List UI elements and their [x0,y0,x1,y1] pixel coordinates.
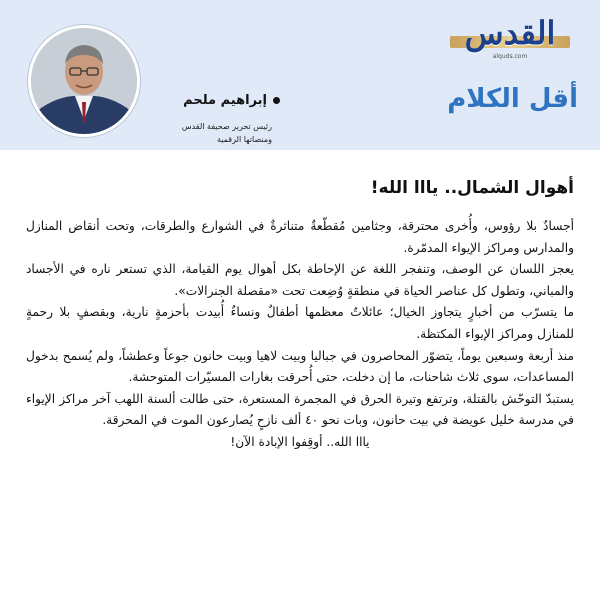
author-photo [28,25,140,137]
newspaper-logo[interactable] [446,10,574,62]
author-portrait-image [31,28,137,134]
article-paragraph: يستبدّ التوحّش بالقتلة، وترتفع وتيرة الحرق في المجمرة المستعرة، حتى طالت ألسنة اللهب آخر مراكز الإيواء في مدرسة خليل عويضة في بيت حانون، وبات نحو ٤٠ ألف نازحٍ يُصارعون الموت في المحرقة. [26,391,574,428]
author-role-line: ومنصاتها الرقمية [216,135,272,144]
article-header [0,0,600,150]
author-name: إبراهيم ملحم [183,93,267,108]
article-closing-line: يااا الله.. أوقِفوا الإبادة الآن! [230,434,370,449]
article-headline: أهوال الشمال.. يااا الله! [370,178,574,198]
column-title: أقل الكلام [447,84,578,114]
article-paragraph: يعجز اللسان عن الوصف، وتنفجر اللغة عن الإحاطة بكل أهوال يوم القيامة، الذي تستعر ناره في الأجساد والمباني، وتطول كل عناصر الحياة في منطقةٍ وُضِعت تحت «مقصلة الجنرالات». [26,262,574,298]
author-role-line: رئيس تحرير صحيفة القدس [181,122,272,131]
author-byline [160,93,280,108]
logo-text: القدس [464,14,556,52]
author-role [170,120,272,146]
article-body [26,178,574,454]
logo-subtitle: alquds.com [492,53,528,60]
article-paragraph: أجسادٌ بلا رؤوس، وأُخرى محترقة، وجثامين مُقطّعةٌ متناثرةٌ في الشوارع والطرقات، وتحت أنقاض المنازل والمدارس ومراكز الإيواء المدمّرة. [26,219,574,255]
bullet-icon [273,97,280,104]
article-paragraph: ما يتسرّب من أخبارٍ يتجاوز الخيال؛ عائلاتٌ معظمها أطفالٌ ونساءٌ أُبيدت بأحزمةٍ نارية، وبقصفٍ بلا رحمةٍ للمنازل ومراكز الإيواء المكتظة. [26,305,574,341]
article-paragraph: منذ أربعة وسبعين يوماً، يتضوّر المحاصرون في جباليا وبيت لاهيا وبيت حانون جوعاً وعطشاً، ولم يُسمح بدخول المساعدات، سوى ثلاث شاحنات، ما إن دخلت، حتى أُحرقت بغارات المسيّرات المتوحشة. [26,348,574,385]
